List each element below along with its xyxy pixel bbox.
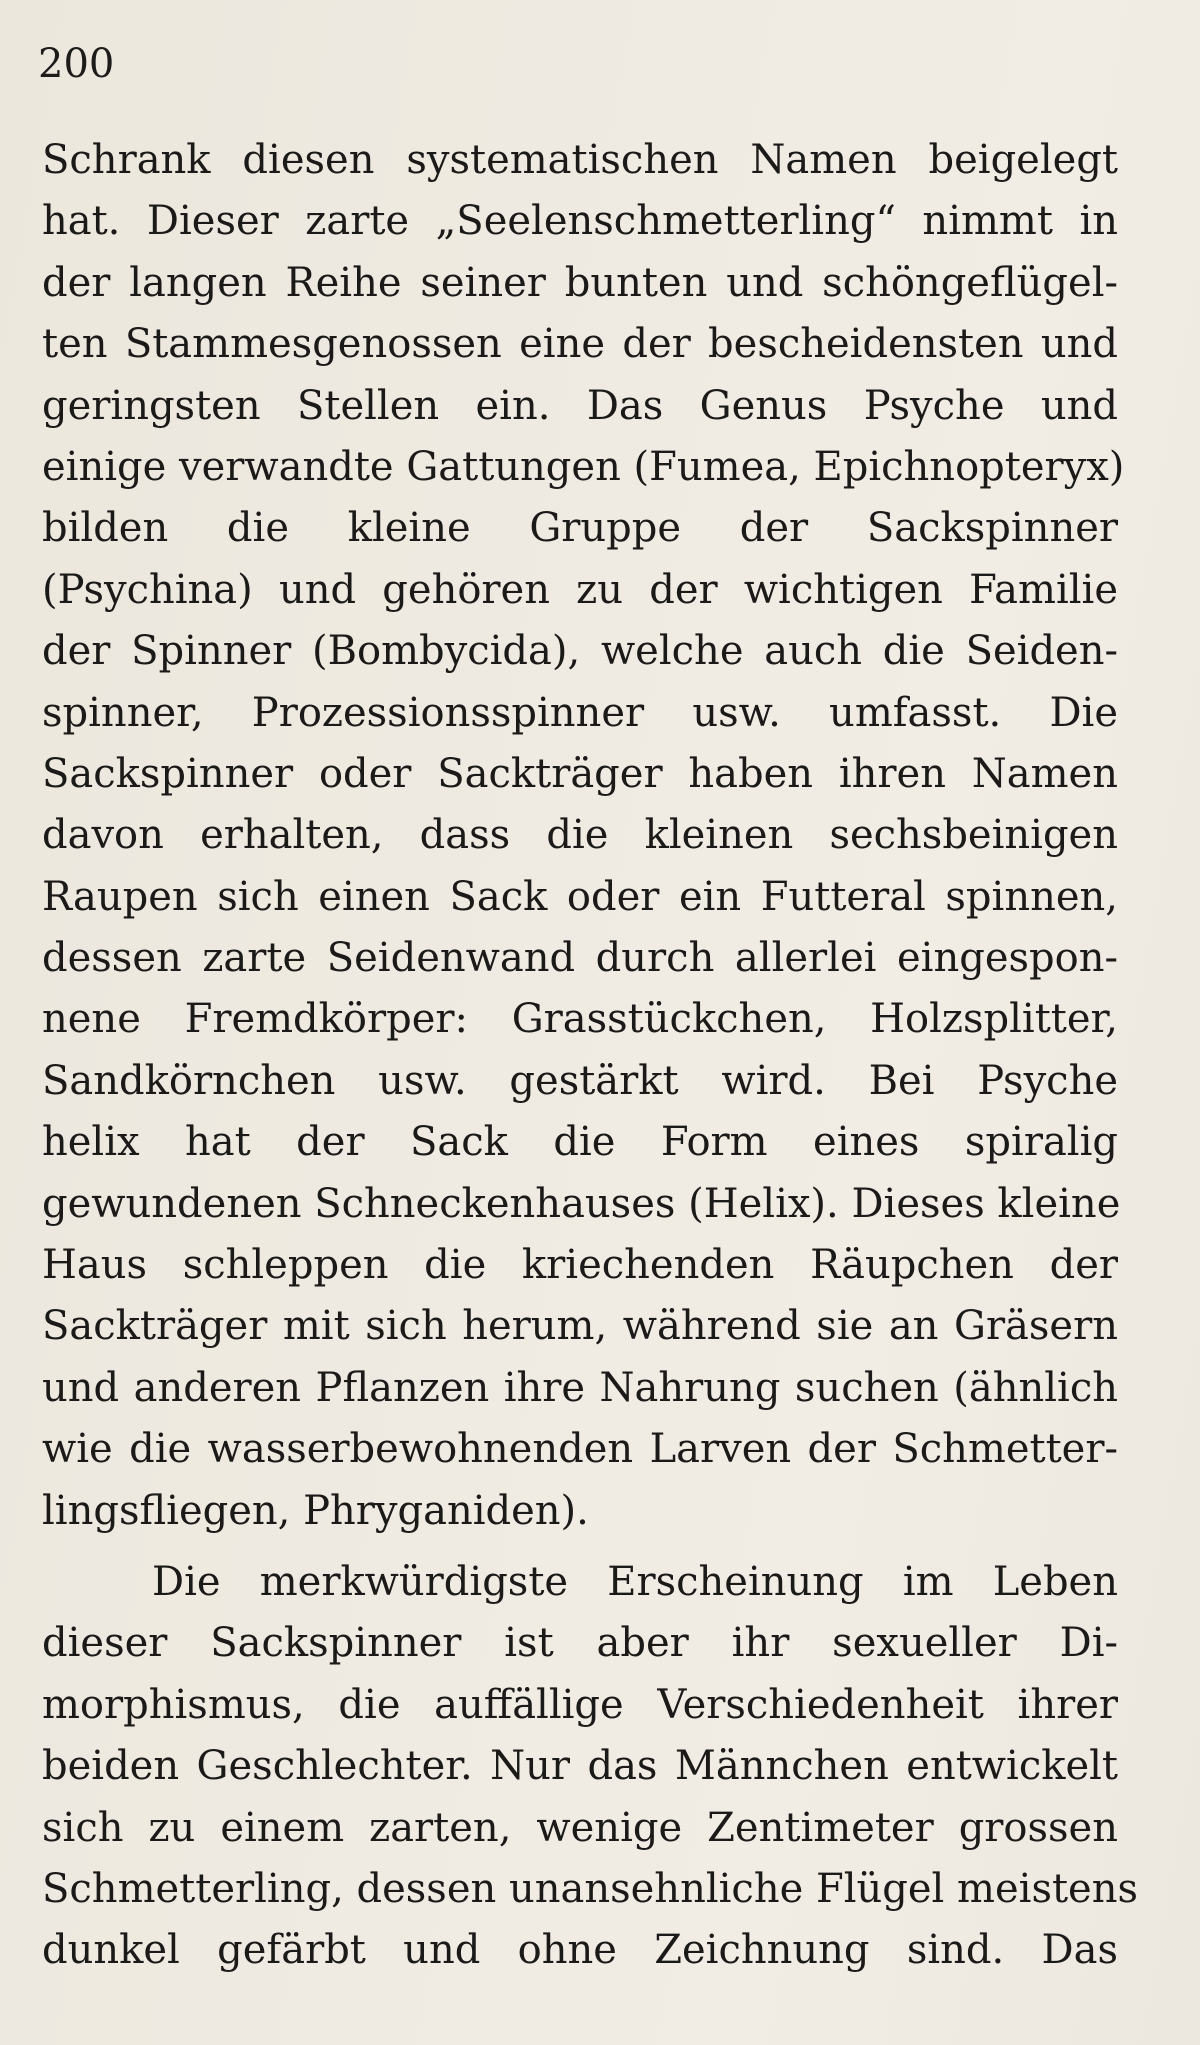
text-line: morphismus, die auffällige Verschiedenheit ihrer xyxy=(42,1681,1118,1728)
page-number: 200 xyxy=(38,41,115,87)
text-line: Raupen sich einen Sack oder ein Futteral spinnen, xyxy=(42,873,1118,920)
paragraph-end-line: lingsfliegen, Phryganiden). xyxy=(42,1487,589,1534)
text-line: spinner, Prozessionsspinner usw. umfasst. Die xyxy=(42,689,1118,736)
text-line: beiden Geschlechter. Nur das Männchen entwickelt xyxy=(42,1743,1118,1790)
text-line: dunkel gefärbt und ohne Zeichnung sind. Das xyxy=(42,1927,1118,1974)
text-line: Haus schleppen die kriechenden Räupchen der xyxy=(42,1242,1118,1289)
body-text xyxy=(42,130,1139,1982)
text-line: und anderen Pflanzen ihre Nahrung suchen (ähnlich xyxy=(42,1364,1118,1411)
text-line: Sandkörnchen usw. gestärkt wird. Bei Psyche xyxy=(42,1057,1118,1104)
text-line: nene Fremdkörper: Grasstückchen, Holzsplitter, xyxy=(42,996,1118,1043)
text-line: der langen Reihe seiner bunten und schöngeflügel- xyxy=(42,259,1118,306)
text-line: Schmetterling, dessen unansehnliche Flügel meistens xyxy=(42,1865,1139,1912)
text-line: helix hat der Sack die Form eines spiralig xyxy=(42,1119,1118,1166)
text-line: dessen zarte Seidenwand durch allerlei eingespon- xyxy=(42,935,1118,982)
text-line: Sackträger mit sich herum, während sie an Gräsern xyxy=(42,1303,1118,1350)
paragraph-first-line: Die merkwürdigste Erscheinung im Leben xyxy=(152,1558,1118,1605)
text-line: sich zu einem zarten, wenige Zentimeter grossen xyxy=(42,1804,1118,1851)
text-line: Schrank diesen systematischen Namen beigelegt xyxy=(42,137,1118,183)
text-line: einige verwandte Gattungen (Fumea, Epichnopteryx) xyxy=(42,443,1125,490)
text-line: hat. Dieser zarte „Seelenschmetterling“ nimmt in xyxy=(42,198,1118,245)
text-line: dieser Sackspinner ist aber ihr sexueller Di- xyxy=(42,1620,1118,1667)
text-line: bilden die kleine Gruppe der Sackspinner xyxy=(42,505,1118,552)
text-line: wie die wasserbewohnenden Larven der Schmetter- xyxy=(42,1426,1118,1473)
text-line: ten Stammesgenossen eine der bescheidensten und xyxy=(42,321,1118,368)
text-line: gewundenen Schneckenhauses (Helix). Dieses kleine xyxy=(42,1180,1121,1227)
text-line: davon erhalten, dass die kleinen sechsbeinigen xyxy=(42,812,1118,859)
text-line: geringsten Stellen ein. Das Genus Psyche und xyxy=(42,382,1118,429)
text-line: (Psychina) und gehören zu der wichtigen Familie xyxy=(42,566,1118,613)
text-line: Sackspinner oder Sackträger haben ihren Namen xyxy=(42,750,1118,797)
text-line: der Spinner (Bombycida), welche auch die Seiden- xyxy=(42,628,1118,675)
